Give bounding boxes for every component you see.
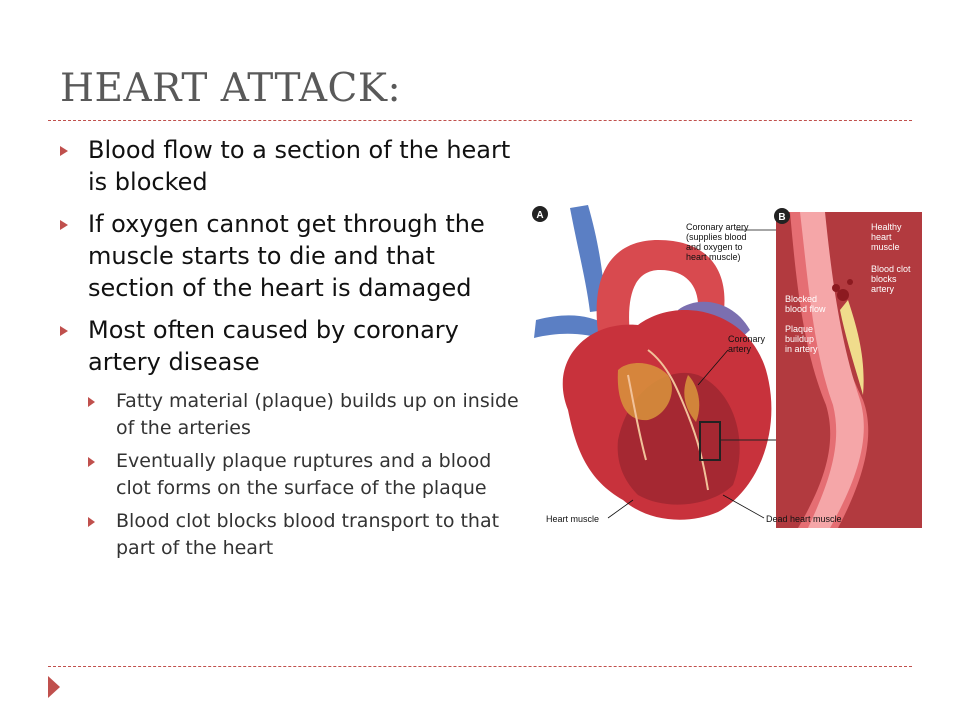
label-blocked-flow: blood flow xyxy=(785,304,826,314)
sub-bullet-item xyxy=(88,508,520,562)
leader-line xyxy=(608,500,633,518)
label-healthy-heart-muscle: Healthy xyxy=(871,222,902,232)
footer-divider xyxy=(48,666,912,667)
heart-diagram xyxy=(528,200,928,530)
bullet-arrow-icon xyxy=(60,326,68,336)
label-coronary-artery: and oxygen to xyxy=(686,242,743,252)
leader-line xyxy=(723,495,764,518)
label-blocked-flow: Blocked xyxy=(785,294,818,304)
sub-bullet-arrow-icon xyxy=(88,457,95,467)
bullet-text: Most often caused by coronary artery disease xyxy=(88,316,459,376)
label-coronary-artery: heart muscle) xyxy=(686,252,741,262)
bullet-item xyxy=(60,208,520,304)
panel-b-label: B xyxy=(778,212,786,223)
label-healthy-heart-muscle: heart xyxy=(871,232,892,242)
sub-bullet-item xyxy=(88,388,520,442)
label-healthy-heart-muscle: muscle xyxy=(871,242,900,252)
label-plaque-buildup: Plaque xyxy=(785,324,814,334)
label-dead-heart-muscle: Dead heart muscle xyxy=(766,514,842,524)
bullet-text: Blood flow to a section of the heart is blocked xyxy=(88,136,511,196)
bullet-arrow-icon xyxy=(60,220,68,230)
label-coronary-artery: (supplies blood xyxy=(686,232,747,242)
label-blood-clot: blocks xyxy=(871,274,897,284)
sub-bullet-arrow-icon xyxy=(88,517,95,527)
label-blood-clot: Blood clot xyxy=(871,264,911,274)
label-blood-clot: artery xyxy=(871,284,895,294)
heart-attack-illustration xyxy=(528,200,928,530)
label-coronary-artery: Coronary artery xyxy=(686,222,749,232)
label-plaque-buildup: in artery xyxy=(785,344,818,354)
sub-bullet-text: Blood clot blocks blood transport to that part of the heart xyxy=(116,510,500,559)
sub-bullet-text: Fatty material (plaque) builds up on inside of the arteries xyxy=(116,390,519,439)
label-coronary: Coronary xyxy=(728,334,766,344)
title-divider xyxy=(48,120,912,121)
bullet-item xyxy=(60,134,520,198)
bullet-list xyxy=(60,134,520,568)
corner-arrow-icon xyxy=(48,676,60,698)
bullet-item xyxy=(60,314,520,378)
sub-bullet-arrow-icon xyxy=(88,397,95,407)
label-coronary: artery xyxy=(728,344,752,354)
sub-bullet-text: Eventually plaque ruptures and a blood clot forms on the surface of the plaque xyxy=(116,450,492,499)
artery-inset-drawing xyxy=(776,212,922,528)
slide-title: HEART ATTACK: xyxy=(60,66,402,111)
panel-a-label: A xyxy=(536,210,544,221)
label-heart-muscle: Heart muscle xyxy=(546,514,600,524)
bullet-arrow-icon xyxy=(60,146,68,156)
sub-bullet-item xyxy=(88,448,520,502)
bullet-text: If oxygen cannot get through the muscle starts to die and that section of the heart is damaged xyxy=(88,210,485,302)
label-plaque-buildup: buildup xyxy=(785,334,815,344)
